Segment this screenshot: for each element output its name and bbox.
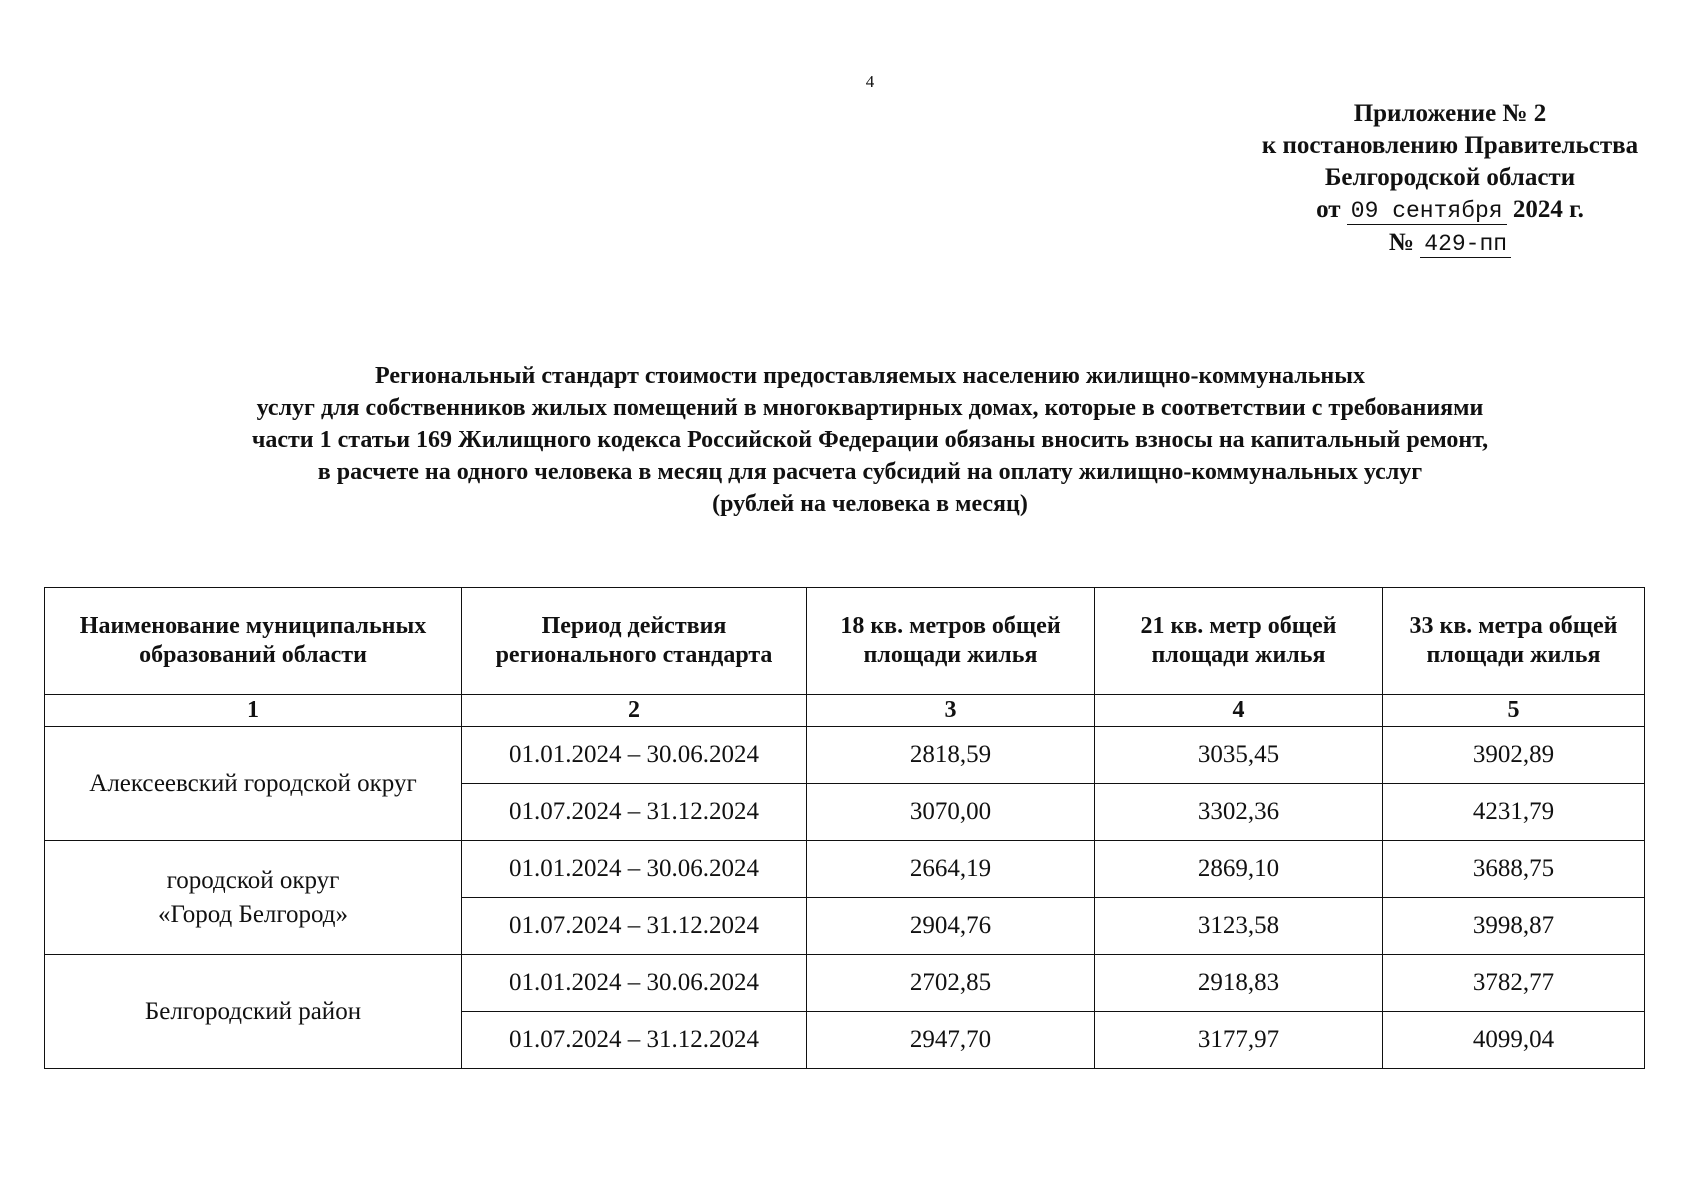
appendix-number-line	[1150, 227, 1705, 260]
value-18-sqm: 2904,76	[807, 898, 1095, 955]
appendix-resolution: к постановлению Правительства	[1261, 132, 1639, 159]
period-cell: 01.07.2024 – 31.12.2024	[462, 898, 807, 955]
table-row	[45, 955, 1645, 1012]
value-18-sqm: 2947,70	[807, 1012, 1095, 1069]
value-21-sqm: 3035,45	[1095, 727, 1383, 784]
value-18-sqm: 2702,85	[807, 955, 1095, 1012]
value-21-sqm: 3177,97	[1095, 1012, 1383, 1069]
title-line: Региональный стандарт стоимости предоставляемых населению жилищно-коммунальных	[375, 363, 1365, 389]
period-cell: 01.01.2024 – 30.06.2024	[462, 841, 807, 898]
title-line: в расчете на одного человека в месяц для расчета субсидий на оплату жилищно-коммунальных услуг	[317, 459, 1423, 485]
value-33-sqm: 4099,04	[1383, 1012, 1645, 1069]
municipality-name	[45, 955, 462, 1069]
date-prefix: от	[1316, 196, 1341, 223]
period-cell: 01.07.2024 – 31.12.2024	[462, 1012, 807, 1069]
title-line: части 1 статьи 169 Жилищного кодекса Российской Федерации обязаны вносить взносы на капитальный ремонт,	[251, 427, 1489, 453]
value-18-sqm: 3070,00	[807, 784, 1095, 841]
value-21-sqm: 2918,83	[1095, 955, 1383, 1012]
header-21-sqm: 21 кв. метр общей площади жилья	[1095, 588, 1383, 695]
value-18-sqm: 2664,19	[807, 841, 1095, 898]
column-number: 1	[45, 695, 462, 727]
document-title	[90, 360, 1650, 520]
value-21-sqm: 3123,58	[1095, 898, 1383, 955]
header-33-sqm: 33 кв. метра общей площади жилья	[1383, 588, 1645, 695]
appendix-block	[1150, 98, 1705, 260]
table-header-row	[45, 588, 1645, 695]
column-number: 5	[1383, 695, 1645, 727]
period-cell: 01.07.2024 – 31.12.2024	[462, 784, 807, 841]
municipality-name-line: «Город Белгород»	[157, 900, 349, 928]
value-21-sqm: 2869,10	[1095, 841, 1383, 898]
value-33-sqm: 3902,89	[1383, 727, 1645, 784]
date-suffix: 2024 г.	[1512, 196, 1584, 223]
title-unit-line: (рублей на человека в месяц)	[712, 491, 1028, 517]
number-value: 429-пп	[1420, 231, 1511, 258]
table-row	[45, 841, 1645, 898]
value-21-sqm: 3302,36	[1095, 784, 1383, 841]
column-number-row	[45, 695, 1645, 727]
column-number: 3	[807, 695, 1095, 727]
municipality-name-line: городской округ	[166, 866, 340, 894]
header-period: Период действия регионального стандарта	[462, 588, 807, 695]
appendix-region: Белгородской области	[1324, 164, 1576, 191]
value-33-sqm: 3998,87	[1383, 898, 1645, 955]
value-18-sqm: 2818,59	[807, 727, 1095, 784]
column-number: 2	[462, 695, 807, 727]
period-cell: 01.01.2024 – 30.06.2024	[462, 955, 807, 1012]
value-33-sqm: 3688,75	[1383, 841, 1645, 898]
municipality-name	[45, 841, 462, 955]
value-33-sqm: 4231,79	[1383, 784, 1645, 841]
cost-standard-table	[44, 587, 1645, 1069]
municipality-name	[45, 727, 462, 841]
table-row	[45, 727, 1645, 784]
value-33-sqm: 3782,77	[1383, 955, 1645, 1012]
number-prefix: №	[1388, 229, 1415, 256]
header-18-sqm: 18 кв. метров общей площади жилья	[807, 588, 1095, 695]
municipality-name-line: Алексеевский городской округ	[89, 769, 417, 797]
appendix-title: Приложение № 2	[1353, 100, 1547, 127]
column-number: 4	[1095, 695, 1383, 727]
page-number: 4	[865, 72, 875, 91]
period-cell: 01.01.2024 – 30.06.2024	[462, 727, 807, 784]
date-value: 09 сентября	[1347, 198, 1507, 225]
municipality-name-line: Белгородский район	[144, 997, 362, 1025]
appendix-date-line	[1150, 194, 1705, 227]
title-line: услуг для собственников жилых помещений в многоквартирных домах, которые в соответствии с требованиями	[256, 395, 1484, 421]
header-municipality: Наименование муниципальных образований области	[45, 588, 462, 695]
